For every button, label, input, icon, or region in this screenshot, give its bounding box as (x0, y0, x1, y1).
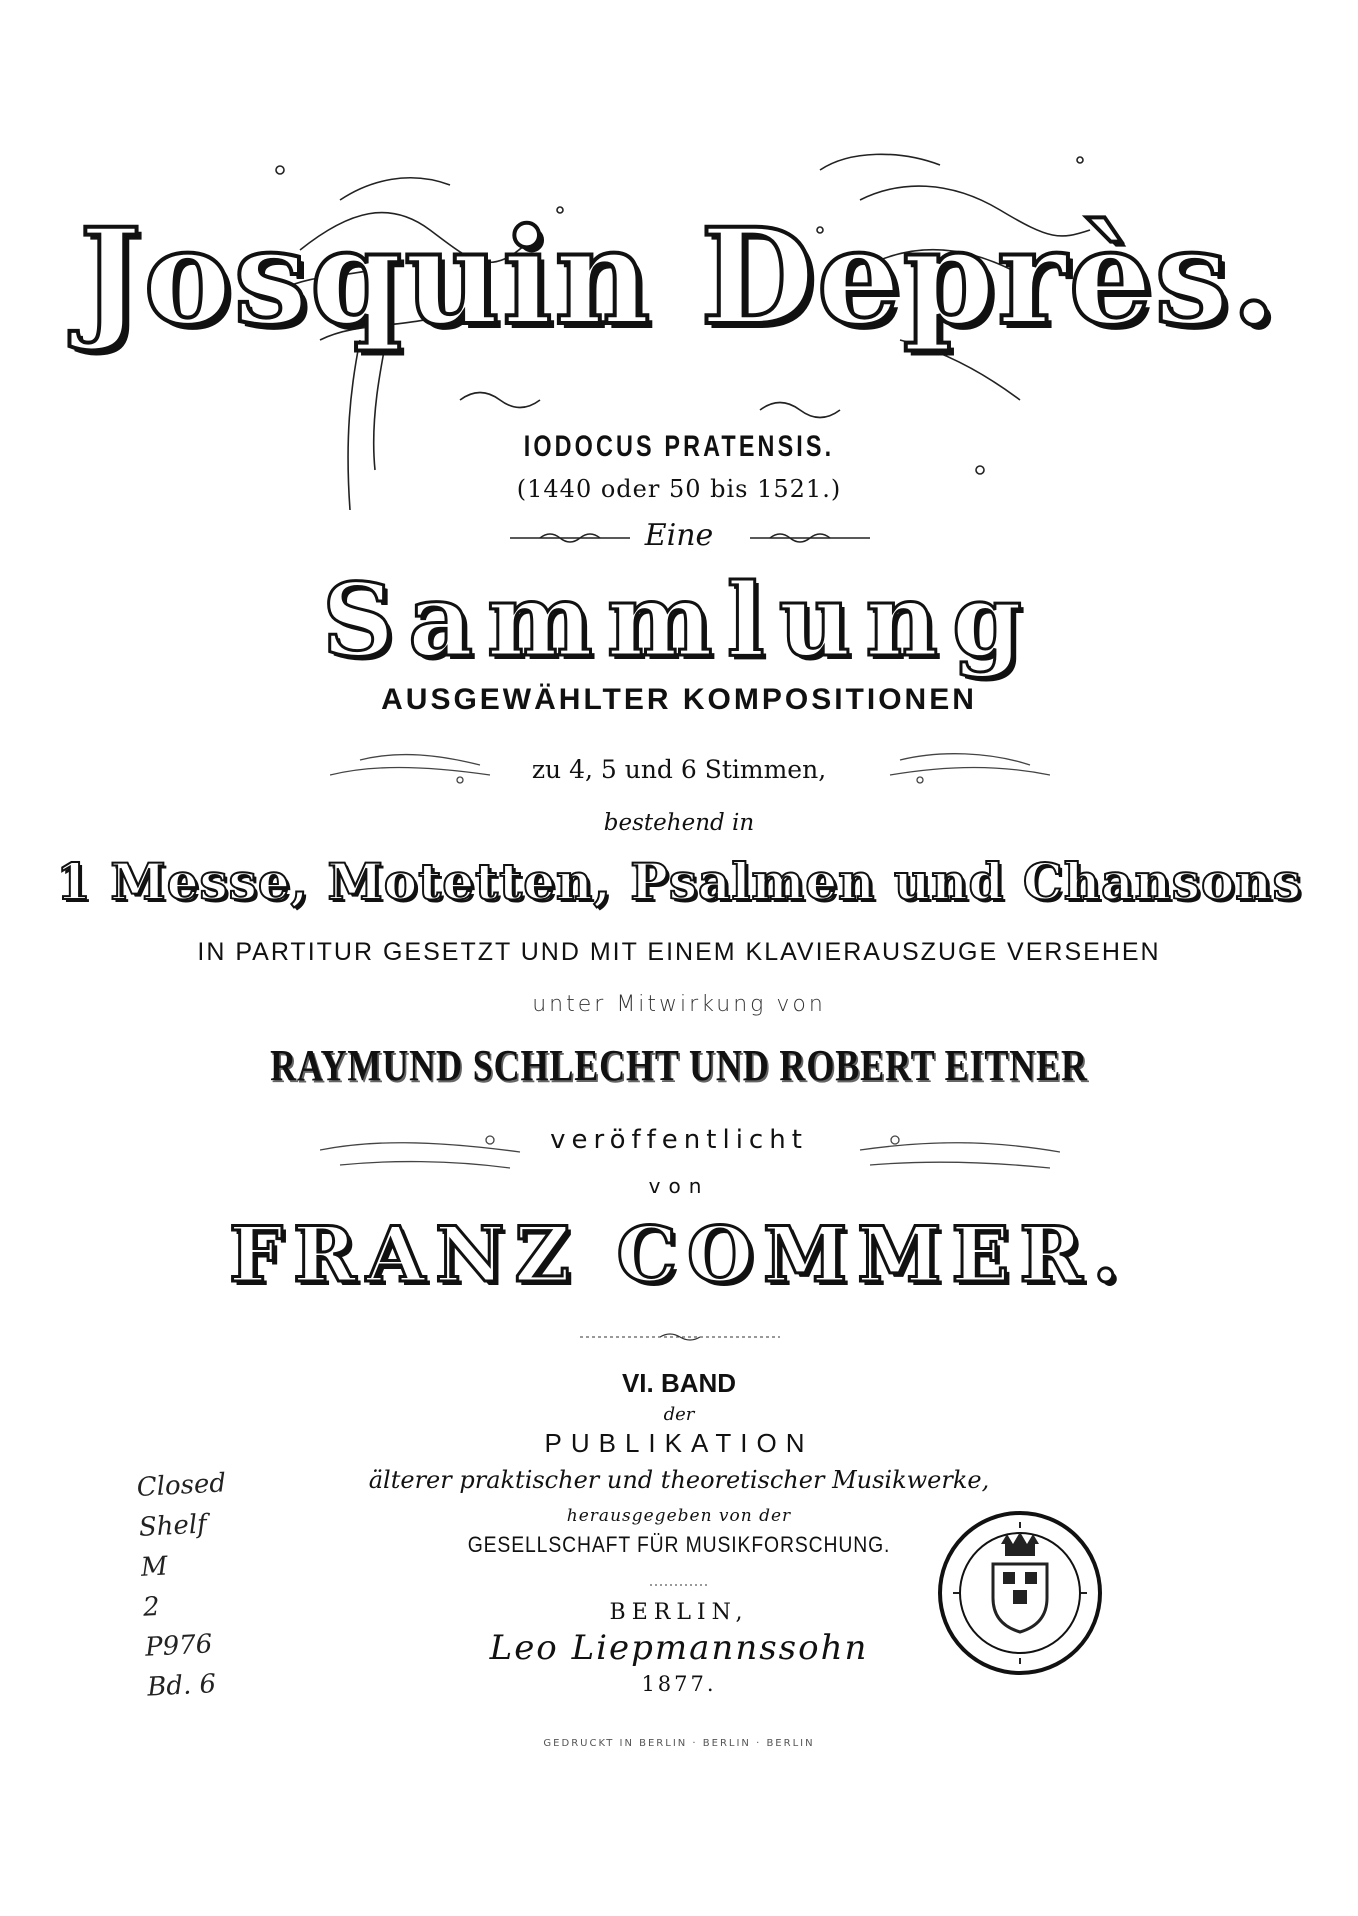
editor-franz-commer: FRANZ COMMER. (229, 1210, 1129, 1299)
series-description: älterer praktischer und theoretischer Musikwerke, (368, 1466, 990, 1494)
shelfmark-line: P976 (144, 1629, 214, 1663)
published-label: veröffentlicht (550, 1125, 808, 1155)
shelfmark-line: Bd. 6 (146, 1669, 217, 1703)
consisting-of-label: bestehend in (603, 810, 755, 836)
by-label: von (648, 1174, 710, 1198)
composer-title: Josquin Deprès. (79, 200, 1279, 355)
imprint-divider (650, 1582, 710, 1588)
shelfmark-line: M (140, 1551, 169, 1583)
der-label: der (663, 1404, 695, 1425)
life-dates: (1440 oder 50 bis 1521.) (516, 475, 842, 503)
shelfmark-line: Shelf (138, 1509, 208, 1543)
imprint-city: BERLIN, (609, 1600, 749, 1625)
voices-line: zu 4, 5 und 6 Stimmen, (531, 755, 827, 784)
eine-label: Eine (644, 518, 714, 553)
crest-seal-icon (935, 1508, 1105, 1678)
section-divider (580, 1330, 780, 1344)
printer-line: GEDRUCKT IN BERLIN · BERLIN · BERLIN (543, 1738, 815, 1749)
issued-by-label: herausgegeben von der (566, 1506, 792, 1526)
collaboration-label: unter Mitwirkung von (532, 992, 826, 1017)
society-name: GESELLSCHAFT FÜR MUSIKFORSCHUNG. (467, 1532, 891, 1557)
imprint-publisher: Leo Liepmannssohn (489, 1628, 869, 1668)
shelfmark-line: 2 (142, 1591, 161, 1623)
score-arrangement-line: IN PARTITUR GESETZT UND MIT EINEM KLAVIERAUSZUGE VERSEHEN (197, 938, 1161, 966)
imprint-year: 1877. (641, 1672, 717, 1696)
selected-compositions-heading: AUSGEWÄHLTER KOMPOSITIONEN (381, 683, 977, 716)
works-list-title: 1 Messe, Motetten, Psalmen und Chansons (56, 852, 1302, 911)
handwritten-shelfmark (136, 1464, 227, 1707)
sammlung-title: Sammlung (322, 561, 1036, 679)
shelfmark-line: Closed (136, 1468, 227, 1503)
publication-label: PUBLIKATION (544, 1428, 814, 1458)
editors-names: RAYMUND SCHLECHT UND ROBERT EITNER (270, 1041, 1088, 1090)
volume-label: VI. BAND (621, 1368, 737, 1398)
latin-name: IODOCUS PRATENSIS. (523, 430, 835, 463)
